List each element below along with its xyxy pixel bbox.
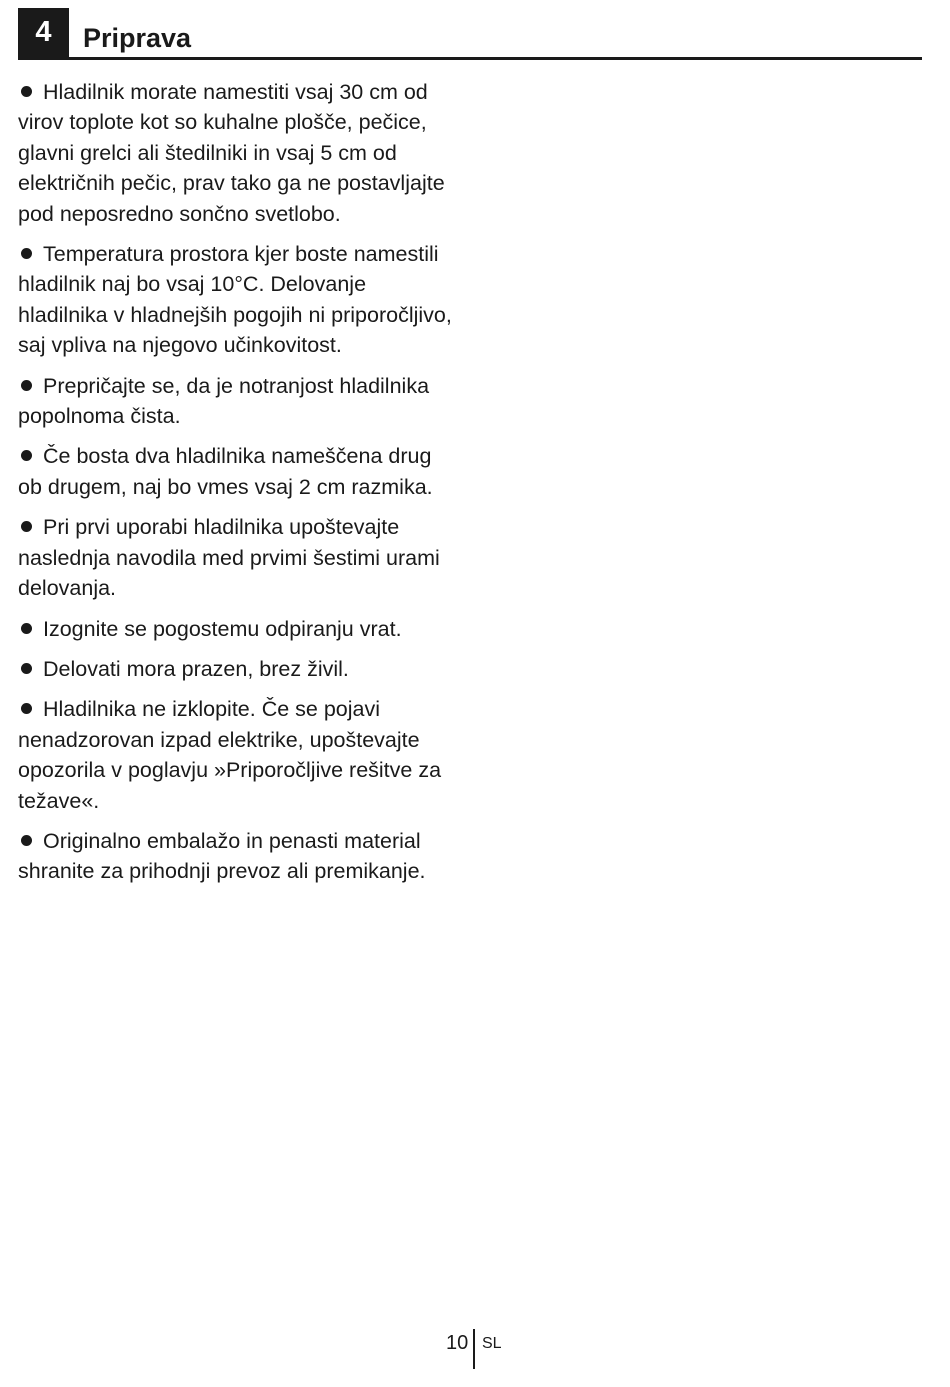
list-item	[18, 371, 458, 432]
list-item	[18, 694, 458, 816]
bullet-icon	[21, 86, 32, 97]
instruction-list	[18, 77, 458, 897]
list-item-text: Če bosta dva hladilnika nameščena drug ob drugem, naj bo vmes vsaj 2 cm razmika.	[18, 444, 433, 499]
bullet-icon	[21, 521, 32, 532]
bullet-icon	[21, 623, 32, 634]
list-item-text: Prepričajte se, da je notranjost hladilnika popolnoma čista.	[18, 373, 430, 429]
list-item	[18, 614, 458, 644]
list-item	[18, 239, 458, 361]
list-item-text: Delovati mora prazen, brez živil.	[43, 656, 349, 681]
bullet-icon	[21, 380, 32, 391]
chapter-number: 4	[18, 8, 69, 60]
language-code: SL	[482, 1335, 502, 1352]
list-item	[18, 512, 458, 603]
chapter-header	[18, 8, 922, 60]
chapter-title: Priprava	[83, 23, 192, 53]
list-item-text: Originalno embalažo in penasti material shranite za prihodnji prevoz ali premikanje.	[18, 828, 426, 884]
bullet-icon	[21, 248, 32, 259]
list-item-text: Hladilnika ne izklopite. Če se pojavi nenadzorovan izpad elektrike, upoštevajte opozorila v poglavju »Priporočljive rešitve za težave«.	[18, 697, 442, 813]
list-item	[18, 77, 458, 229]
bullet-icon	[21, 835, 32, 846]
footer-divider	[473, 1329, 475, 1369]
page-number: 10	[446, 1332, 469, 1354]
bullet-icon	[21, 703, 32, 714]
list-item-text: Pri prvi uporabi hladilnika upoštevajte naslednja navodila med prvimi šestimi urami delovanja.	[18, 515, 440, 601]
list-item-text: Hladilnik morate namestiti vsaj 30 cm od virov toplote kot so kuhalne plošče, pečice, glavni grelci ali štedilniki in vsaj 5 cm od električnih pečic, prav tako ga ne postavljajte pod neposredno sončno svetlobo.	[18, 80, 445, 226]
list-item-text: Izognite se pogostemu odpiranju vrat.	[43, 616, 402, 641]
list-item-text: Temperatura prostora kjer boste namestili hladilnik naj bo vsaj 10°C. Delovanje hladilnika v hladnejših pogojih ni priporočljivo, saj vpliva na njegovo učinkovitost.	[18, 242, 452, 358]
header-rule	[18, 57, 922, 60]
bullet-icon	[21, 663, 32, 674]
list-item	[18, 826, 458, 887]
list-item	[18, 654, 458, 684]
bullet-icon	[21, 450, 32, 461]
list-item	[18, 441, 458, 502]
